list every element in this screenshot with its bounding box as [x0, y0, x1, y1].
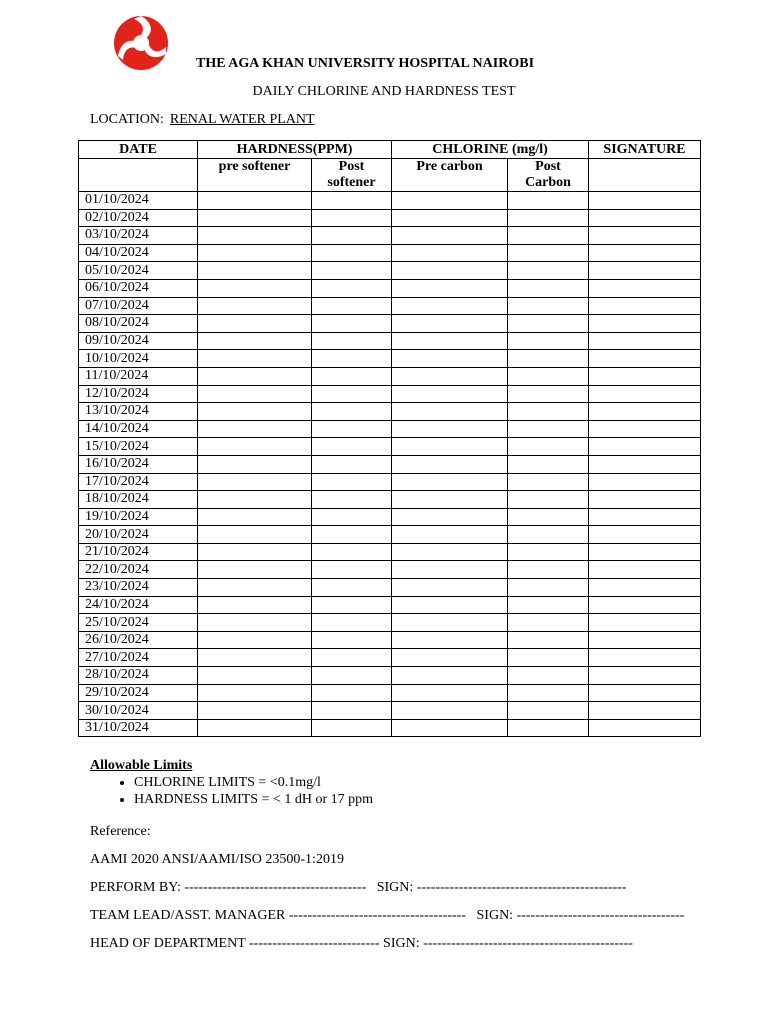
post-carbon-cell[interactable] [508, 579, 589, 597]
pre-softener-cell[interactable] [198, 209, 312, 227]
table-row [79, 719, 701, 737]
post-carbon-cell[interactable] [508, 350, 589, 368]
post-softener-cell[interactable] [312, 315, 392, 333]
table-row [79, 508, 701, 526]
post-softener-cell[interactable] [312, 350, 392, 368]
pre-carbon-cell[interactable] [392, 297, 508, 315]
pre-carbon-cell[interactable] [392, 667, 508, 685]
pre-carbon-cell[interactable] [392, 543, 508, 561]
subheader-pre-softener: pre softener [198, 159, 312, 192]
date-cell: 14/10/2024 [79, 420, 198, 438]
signature-cell[interactable] [589, 508, 701, 526]
pre-carbon-cell[interactable] [392, 385, 508, 403]
pre-carbon-cell[interactable] [392, 227, 508, 245]
table-row [79, 526, 701, 544]
date-cell: 16/10/2024 [79, 455, 198, 473]
table-row [79, 491, 701, 509]
date-cell: 17/10/2024 [79, 473, 198, 491]
date-cell: 05/10/2024 [79, 262, 198, 280]
post-softener-cell[interactable] [312, 192, 392, 210]
pre-carbon-cell[interactable] [392, 649, 508, 667]
post-carbon-cell[interactable] [508, 332, 589, 350]
date-cell: 23/10/2024 [79, 579, 198, 597]
table-row [79, 209, 701, 227]
post-softener-cell[interactable] [312, 420, 392, 438]
team-lead-line: TEAM LEAD/ASST. MANAGER -------------------------------------- SIGN: ------------------------------------ [90, 908, 685, 923]
pre-softener-cell[interactable] [198, 579, 312, 597]
pre-softener-cell[interactable] [198, 508, 312, 526]
signature-cell[interactable] [589, 315, 701, 333]
reference-label: Reference: [90, 824, 151, 839]
signature-cell[interactable] [589, 526, 701, 544]
post-softener-cell[interactable] [312, 702, 392, 720]
location-line [90, 112, 315, 128]
pre-softener-cell[interactable] [198, 561, 312, 579]
post-softener-cell[interactable] [312, 438, 392, 456]
pre-softener-cell[interactable] [198, 719, 312, 737]
pre-softener-cell[interactable] [198, 667, 312, 685]
header-hardness: HARDNESS(PPM) [198, 141, 392, 159]
subheader-post-softener: Post softener [312, 159, 392, 192]
form-title: DAILY CHLORINE AND HARDNESS TEST [252, 84, 516, 99]
signature-cell[interactable] [589, 227, 701, 245]
allowable-limits [90, 758, 373, 808]
signature-cell[interactable] [589, 667, 701, 685]
post-carbon-cell[interactable] [508, 315, 589, 333]
post-carbon-cell[interactable] [508, 262, 589, 280]
post-carbon-cell[interactable] [508, 403, 589, 421]
signature-cell[interactable] [589, 614, 701, 632]
date-cell: 20/10/2024 [79, 526, 198, 544]
post-carbon-cell[interactable] [508, 561, 589, 579]
limit-item: • HARDNESS LIMITS = < 1 dH or 17 ppm [134, 791, 373, 808]
post-softener-cell[interactable] [312, 649, 392, 667]
pre-carbon-cell[interactable] [392, 367, 508, 385]
signature-cell[interactable] [589, 192, 701, 210]
post-carbon-cell[interactable] [508, 209, 589, 227]
signature-cell[interactable] [589, 209, 701, 227]
limits-heading: Allowable Limits [90, 758, 193, 773]
post-carbon-cell[interactable] [508, 420, 589, 438]
pre-softener-cell[interactable] [198, 438, 312, 456]
pre-carbon-cell[interactable] [392, 403, 508, 421]
table-row [79, 561, 701, 579]
post-carbon-cell[interactable] [508, 455, 589, 473]
pre-softener-cell[interactable] [198, 526, 312, 544]
table-row [79, 473, 701, 491]
post-softener-cell[interactable] [312, 279, 392, 297]
date-cell: 18/10/2024 [79, 491, 198, 509]
signature-cell[interactable] [589, 279, 701, 297]
post-softener-cell[interactable] [312, 473, 392, 491]
date-cell: 09/10/2024 [79, 332, 198, 350]
signature-cell[interactable] [589, 543, 701, 561]
post-softener-cell[interactable] [312, 244, 392, 262]
post-carbon-cell[interactable] [508, 367, 589, 385]
post-softener-cell[interactable] [312, 667, 392, 685]
date-cell: 22/10/2024 [79, 561, 198, 579]
date-cell: 10/10/2024 [79, 350, 198, 368]
signature-cell[interactable] [589, 702, 701, 720]
post-softener-cell[interactable] [312, 385, 392, 403]
table-row [79, 614, 701, 632]
date-cell: 04/10/2024 [79, 244, 198, 262]
table-row [79, 227, 701, 245]
signature-cell[interactable] [589, 262, 701, 280]
subheader-signature-empty [589, 159, 701, 192]
header-date: DATE [79, 141, 198, 159]
date-cell: 15/10/2024 [79, 438, 198, 456]
pre-carbon-cell[interactable] [392, 279, 508, 297]
table-row [79, 420, 701, 438]
pre-carbon-cell[interactable] [392, 596, 508, 614]
post-carbon-cell[interactable] [508, 192, 589, 210]
date-cell: 29/10/2024 [79, 684, 198, 702]
post-carbon-cell[interactable] [508, 385, 589, 403]
table-row [79, 367, 701, 385]
table-row [79, 279, 701, 297]
pre-carbon-cell[interactable] [392, 332, 508, 350]
table-row [79, 297, 701, 315]
date-cell: 11/10/2024 [79, 367, 198, 385]
post-carbon-cell[interactable] [508, 244, 589, 262]
table-row [79, 438, 701, 456]
date-cell: 25/10/2024 [79, 614, 198, 632]
post-softener-cell[interactable] [312, 262, 392, 280]
pre-softener-cell[interactable] [198, 385, 312, 403]
pre-softener-cell[interactable] [198, 244, 312, 262]
post-carbon-cell[interactable] [508, 631, 589, 649]
post-softener-cell[interactable] [312, 455, 392, 473]
pre-softener-cell[interactable] [198, 315, 312, 333]
pre-carbon-cell[interactable] [392, 579, 508, 597]
signature-cell[interactable] [589, 244, 701, 262]
signature-cell[interactable] [589, 684, 701, 702]
signature-cell[interactable] [589, 438, 701, 456]
pre-softener-cell[interactable] [198, 420, 312, 438]
pre-softener-cell[interactable] [198, 684, 312, 702]
table-row [79, 385, 701, 403]
post-softener-cell[interactable] [312, 526, 392, 544]
pre-softener-cell[interactable] [198, 631, 312, 649]
signature-cell[interactable] [589, 561, 701, 579]
date-cell: 12/10/2024 [79, 385, 198, 403]
post-carbon-cell[interactable] [508, 508, 589, 526]
signature-cell[interactable] [589, 579, 701, 597]
post-softener-cell[interactable] [312, 227, 392, 245]
date-cell: 19/10/2024 [79, 508, 198, 526]
limit-item: • CHLORINE LIMITS = <0.1mg/l [134, 774, 373, 791]
signature-cell[interactable] [589, 649, 701, 667]
pre-softener-cell[interactable] [198, 367, 312, 385]
pre-softener-cell[interactable] [198, 596, 312, 614]
table-row [79, 315, 701, 333]
limits-list [90, 774, 373, 808]
header-signature: SIGNATURE [589, 141, 701, 159]
pre-softener-cell[interactable] [198, 491, 312, 509]
organization-name: THE AGA KHAN UNIVERSITY HOSPITAL NAIROBI [196, 56, 535, 71]
pre-softener-cell[interactable] [198, 279, 312, 297]
post-softener-cell[interactable] [312, 543, 392, 561]
pre-softener-cell[interactable] [198, 350, 312, 368]
post-softener-cell[interactable] [312, 508, 392, 526]
table-row [79, 579, 701, 597]
signature-cell[interactable] [589, 473, 701, 491]
table-row [79, 455, 701, 473]
signature-cell[interactable] [589, 332, 701, 350]
table-row [79, 596, 701, 614]
pre-carbon-cell[interactable] [392, 526, 508, 544]
date-cell: 26/10/2024 [79, 631, 198, 649]
signature-cell[interactable] [589, 631, 701, 649]
pre-carbon-cell[interactable] [392, 614, 508, 632]
aga-khan-logo-icon [112, 14, 170, 72]
table-row [79, 262, 701, 280]
signature-cell[interactable] [589, 420, 701, 438]
date-cell: 13/10/2024 [79, 403, 198, 421]
location-label: LOCATION: [90, 112, 164, 127]
location-value: RENAL WATER PLANT [169, 112, 315, 127]
signature-cell[interactable] [589, 455, 701, 473]
post-softener-cell[interactable] [312, 332, 392, 350]
date-cell: 07/10/2024 [79, 297, 198, 315]
post-softener-cell[interactable] [312, 491, 392, 509]
pre-carbon-cell[interactable] [392, 508, 508, 526]
post-carbon-cell[interactable] [508, 684, 589, 702]
pre-softener-cell[interactable] [198, 649, 312, 667]
head-of-department-line: HEAD OF DEPARTMENT ---------------------------- SIGN: --------------------------------------------- [90, 936, 633, 951]
date-cell: 31/10/2024 [79, 719, 198, 737]
signature-cell[interactable] [589, 350, 701, 368]
pre-softener-cell[interactable] [198, 227, 312, 245]
table-row [79, 332, 701, 350]
pre-carbon-cell[interactable] [392, 719, 508, 737]
post-carbon-cell[interactable] [508, 297, 589, 315]
table-row [79, 350, 701, 368]
pre-carbon-cell[interactable] [392, 684, 508, 702]
post-carbon-cell[interactable] [508, 596, 589, 614]
pre-carbon-cell[interactable] [392, 438, 508, 456]
post-softener-cell[interactable] [312, 579, 392, 597]
post-carbon-cell[interactable] [508, 227, 589, 245]
pre-carbon-cell[interactable] [392, 209, 508, 227]
post-carbon-cell[interactable] [508, 491, 589, 509]
date-cell: 30/10/2024 [79, 702, 198, 720]
table-row [79, 702, 701, 720]
post-softener-cell[interactable] [312, 297, 392, 315]
post-carbon-cell[interactable] [508, 543, 589, 561]
subheader-pre-carbon: Pre carbon [392, 159, 508, 192]
post-softener-cell[interactable] [312, 684, 392, 702]
pre-softener-cell[interactable] [198, 332, 312, 350]
post-carbon-cell[interactable] [508, 649, 589, 667]
pre-carbon-cell[interactable] [392, 244, 508, 262]
test-log-table [78, 140, 701, 737]
post-carbon-cell[interactable] [508, 473, 589, 491]
pre-carbon-cell[interactable] [392, 491, 508, 509]
pre-carbon-cell[interactable] [392, 631, 508, 649]
date-cell: 08/10/2024 [79, 315, 198, 333]
table-row [79, 649, 701, 667]
pre-carbon-cell[interactable] [392, 561, 508, 579]
post-carbon-cell[interactable] [508, 667, 589, 685]
pre-carbon-cell[interactable] [392, 262, 508, 280]
table-row [79, 192, 701, 210]
post-softener-cell[interactable] [312, 367, 392, 385]
pre-softener-cell[interactable] [198, 473, 312, 491]
post-carbon-cell[interactable] [508, 279, 589, 297]
pre-softener-cell[interactable] [198, 403, 312, 421]
post-carbon-cell[interactable] [508, 719, 589, 737]
table-row [79, 403, 701, 421]
post-carbon-cell[interactable] [508, 526, 589, 544]
post-softener-cell[interactable] [312, 403, 392, 421]
table-row [79, 631, 701, 649]
signature-cell[interactable] [589, 719, 701, 737]
pre-softener-cell[interactable] [198, 297, 312, 315]
signature-cell[interactable] [589, 403, 701, 421]
post-carbon-cell[interactable] [508, 614, 589, 632]
signature-cell[interactable] [589, 385, 701, 403]
pre-softener-cell[interactable] [198, 702, 312, 720]
post-softener-cell[interactable] [312, 561, 392, 579]
date-cell: 01/10/2024 [79, 192, 198, 210]
pre-softener-cell[interactable] [198, 262, 312, 280]
pre-carbon-cell[interactable] [392, 350, 508, 368]
pre-carbon-cell[interactable] [392, 315, 508, 333]
table-row [79, 244, 701, 262]
date-cell: 27/10/2024 [79, 649, 198, 667]
pre-carbon-cell[interactable] [392, 702, 508, 720]
date-cell: 03/10/2024 [79, 227, 198, 245]
subheader-empty [79, 159, 198, 192]
table-row [79, 543, 701, 561]
pre-softener-cell[interactable] [198, 192, 312, 210]
post-carbon-cell[interactable] [508, 702, 589, 720]
signature-cell[interactable] [589, 491, 701, 509]
post-softener-cell[interactable] [312, 631, 392, 649]
date-cell: 28/10/2024 [79, 667, 198, 685]
date-cell: 06/10/2024 [79, 279, 198, 297]
post-softener-cell[interactable] [312, 596, 392, 614]
date-cell: 21/10/2024 [79, 543, 198, 561]
pre-carbon-cell[interactable] [392, 455, 508, 473]
pre-carbon-cell[interactable] [392, 192, 508, 210]
post-carbon-cell[interactable] [508, 438, 589, 456]
post-softener-cell[interactable] [312, 209, 392, 227]
subheader-post-carbon: Post Carbon [508, 159, 589, 192]
pre-softener-cell[interactable] [198, 543, 312, 561]
table-row [79, 684, 701, 702]
post-softener-cell[interactable] [312, 614, 392, 632]
signature-cell[interactable] [589, 596, 701, 614]
table-row [79, 667, 701, 685]
header-chlorine: CHLORINE (mg/l) [392, 141, 589, 159]
signature-cell[interactable] [589, 367, 701, 385]
perform-by-line: PERFORM BY: --------------------------------------- SIGN: --------------------------------------------- [90, 880, 627, 895]
pre-softener-cell[interactable] [198, 614, 312, 632]
date-cell: 24/10/2024 [79, 596, 198, 614]
pre-carbon-cell[interactable] [392, 420, 508, 438]
pre-carbon-cell[interactable] [392, 473, 508, 491]
date-cell: 02/10/2024 [79, 209, 198, 227]
post-softener-cell[interactable] [312, 719, 392, 737]
signature-cell[interactable] [589, 297, 701, 315]
reference-value: AAMI 2020 ANSI/AAMI/ISO 23500-1:2019 [90, 852, 344, 867]
pre-softener-cell[interactable] [198, 455, 312, 473]
